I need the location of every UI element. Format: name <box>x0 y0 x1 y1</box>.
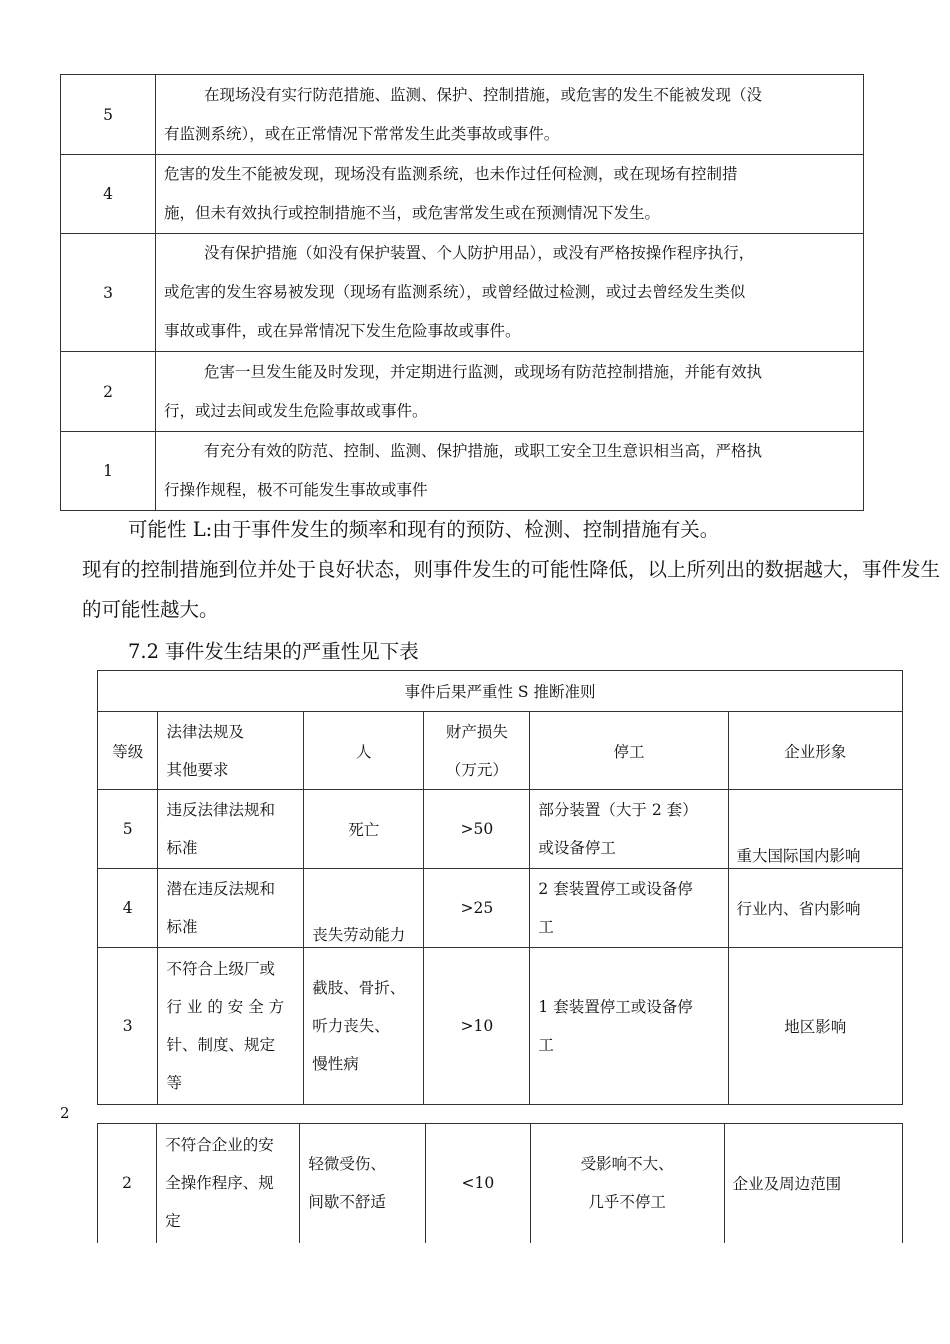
person-cell: 丧失劳动能力 <box>304 869 424 948</box>
loss-cell: >10 <box>424 948 530 1105</box>
description-cell <box>156 75 864 155</box>
level-cell: 4 <box>61 155 156 234</box>
likelihood-table <box>60 74 864 511</box>
shutdown-cell <box>530 1124 724 1243</box>
image-cell: 地区影响 <box>728 948 902 1105</box>
cell-line: 违反法律法规和 <box>166 801 275 819</box>
grade-cell: 5 <box>98 790 158 869</box>
table-row <box>98 948 903 1105</box>
desc-line: 行，或过去间或发生危险事故或事件。 <box>164 401 428 420</box>
header-image: 企业形象 <box>728 712 902 790</box>
desc-line: 施，但未有效执行或控制措施不当，或危害常发生或在预测情况下发生。 <box>164 204 661 222</box>
cell-line: 潜在违反法规和 <box>166 880 275 898</box>
header-person: 人 <box>304 712 424 790</box>
description-cell <box>156 234 864 352</box>
level-cell: 2 <box>61 352 156 432</box>
table-row <box>98 790 903 869</box>
cell-line: 或设备停工 <box>538 839 616 857</box>
desc-line: 行操作规程，极不可能发生事故或事件 <box>164 481 428 499</box>
table-row <box>98 1124 903 1243</box>
law-cell <box>157 1124 300 1243</box>
cell-line: 几乎不停工 <box>588 1193 666 1212</box>
cell-line: 不符合企业的安 <box>165 1136 274 1155</box>
person-cell: 死亡 <box>304 790 424 869</box>
desc-line: 事故或事件，或在异常情况下发生危险事故或事件。 <box>164 322 521 340</box>
level-cell: 3 <box>61 234 156 352</box>
section-heading: 7.2 事件发生结果的严重性见下表 <box>128 640 419 663</box>
cell-line: 2 套装置停工或设备停 <box>538 880 693 898</box>
cell-line: 针、制度、规定 <box>166 1036 275 1054</box>
cell-line: 间歇不舒适 <box>308 1193 386 1212</box>
cell-line: 不符合上级厂或 <box>166 960 275 978</box>
cell-line: 受影响不大、 <box>580 1155 674 1174</box>
cell-line: 全操作程序、规 <box>165 1174 274 1193</box>
level-cell: 1 <box>61 432 156 511</box>
shutdown-cell <box>530 948 728 1105</box>
severity-table-continued <box>97 1123 903 1243</box>
law-cell <box>158 790 304 869</box>
grade-cell: 3 <box>98 948 158 1105</box>
desc-line: 在现场没有实行防范措施、监测、保护、控制措施，或危害的发生不能被发现（没 <box>204 85 763 104</box>
person-cell <box>304 948 424 1105</box>
cell-line: 1 套装置停工或设备停 <box>538 998 693 1016</box>
loss-cell: <10 <box>426 1124 530 1243</box>
cell-line: 轻微受伤、 <box>308 1155 386 1174</box>
table-row <box>61 155 864 234</box>
cell-line: 定 <box>165 1212 181 1231</box>
page-number: 2 <box>60 1104 70 1122</box>
table-row <box>61 75 864 155</box>
severity-table <box>97 670 903 1105</box>
desc-line: 有监测系统），或在正常情况下常常发生此类事故或事件。 <box>164 124 560 143</box>
desc-line: 或危害的发生容易被发现（现场有监测系统），或曾经做过检测，或过去曾经发生类似 <box>164 283 746 301</box>
image-cell: 重大国际国内影响 <box>728 790 902 869</box>
law-cell <box>158 948 304 1105</box>
person-cell <box>300 1124 426 1243</box>
header-shutdown: 停工 <box>530 712 728 790</box>
header-grade: 等级 <box>98 712 158 790</box>
cell-line: 听力丧失、 <box>312 1017 390 1035</box>
cell-line: 工 <box>538 1036 554 1054</box>
table-row <box>61 352 864 432</box>
header-law <box>158 712 304 790</box>
image-cell: 行业内、省内影响 <box>728 869 902 948</box>
likelihood-paragraph: 可能性 L:由于事件发生的频率和现有的预防、检测、控制措施有关。 <box>128 518 720 541</box>
loss-cell: >25 <box>424 869 530 948</box>
description-cell <box>156 155 864 234</box>
header-line: 财产损失 <box>445 722 508 741</box>
desc-line: 没有保护措施（如没有保护装置、个人防护用品），或没有严格按操作程序执行， <box>204 244 755 262</box>
shutdown-cell <box>530 790 728 869</box>
grade-cell: 2 <box>98 1124 157 1243</box>
cell-line: 截肢、骨折、 <box>312 979 406 997</box>
grade-cell: 4 <box>98 869 158 948</box>
header-line: （万元） <box>445 760 508 779</box>
cell-line: 工 <box>538 918 554 936</box>
likelihood-explanation: 现有的控制措施到位并处于良好状态，则事件发生的可能性降低，以上所列出的数据越大，事件发生的可能性越大。 <box>82 558 941 621</box>
description-cell <box>156 432 864 511</box>
table-row <box>98 869 903 948</box>
cell-line: 等 <box>166 1074 182 1092</box>
desc-line: 有充分有效的防范、控制、监测、保护措施，或职工安全卫生意识相当高，严格执 <box>204 442 763 460</box>
cell-line: 标准 <box>166 918 198 936</box>
table-title-row <box>98 671 903 712</box>
desc-line: 危害的发生不能被发现，现场没有监测系统，也未作过任何检测，或在现场有控制措 <box>164 165 738 183</box>
loss-cell: >50 <box>424 790 530 869</box>
cell-line: 标准 <box>166 839 198 857</box>
cell-line: 部分装置（大于 2 套） <box>538 801 698 819</box>
header-line: 法律法规及 <box>166 722 244 741</box>
header-line: 其他要求 <box>166 760 229 779</box>
image-cell: 企业及周边范围 <box>724 1124 902 1243</box>
level-cell: 5 <box>61 75 156 155</box>
law-cell <box>158 869 304 948</box>
desc-line: 危害一旦发生能及时发现，并定期进行监测，或现场有防范控制措施，并能有效执 <box>204 362 763 381</box>
description-cell <box>156 352 864 432</box>
shutdown-cell <box>530 869 728 948</box>
table-row <box>61 234 864 352</box>
header-loss <box>424 712 530 790</box>
cell-line: 行 业 的 安 全 方 <box>166 998 285 1016</box>
table-title: 事件后果严重性 S 推断准则 <box>98 671 903 712</box>
table-row <box>61 432 864 511</box>
cell-line: 慢性病 <box>312 1055 359 1073</box>
table-header-row <box>98 712 903 790</box>
